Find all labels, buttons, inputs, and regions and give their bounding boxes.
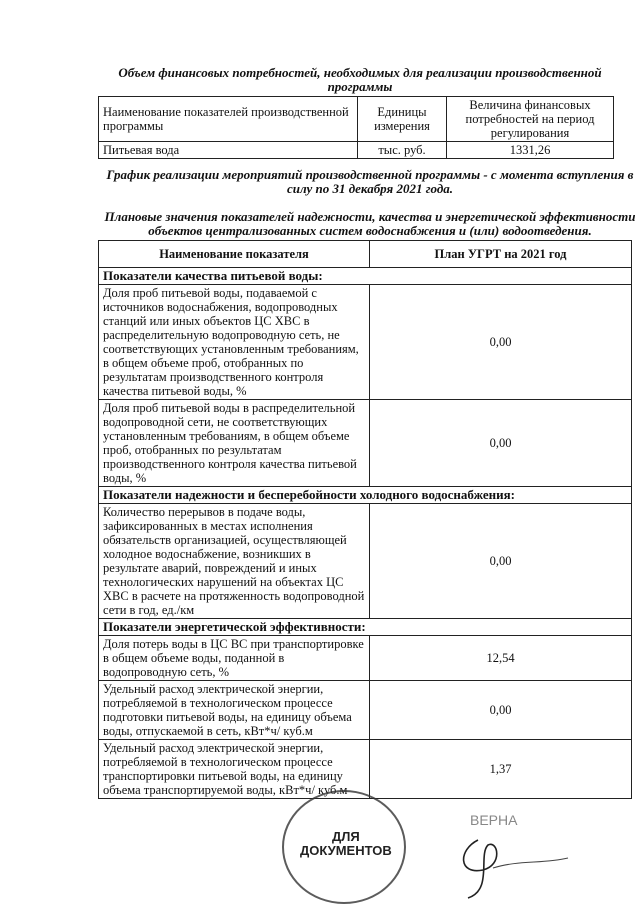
finance-header-row: [99, 97, 614, 142]
indicator-value: 0,00: [370, 285, 632, 400]
section-row: [99, 487, 632, 504]
table-row: [99, 400, 632, 487]
schedule-heading: График реализации мероприятий производственной программы - с момента вступления в силу по 31 декабря 2021 года.: [106, 167, 634, 196]
seal-line-1: ДЛЯ: [332, 829, 360, 844]
indicators-table: [98, 240, 632, 799]
section-title: Показатели качества питьевой воды:: [99, 268, 632, 285]
finance-cell-amount: 1331,26: [447, 142, 614, 159]
indicators-heading: Плановые значения показателей надежности, качества и энергетической эффективности объектов централизованных систем водоснабжения и (или) водоотведения.: [104, 209, 636, 238]
table-row: [99, 636, 632, 681]
indicator-name: Удельный расход электрической энергии, потребляемой в технологическом процессе подготовки питьевой воды, на единицу объема воды, отпускаемой в сеть, кВт*ч/ куб.м: [99, 681, 370, 740]
finance-cell-name: Питьевая вода: [99, 142, 358, 159]
table-row: [99, 285, 632, 400]
indicator-value: 12,54: [370, 636, 632, 681]
seal-line-2: ДОКУМЕНТОВ: [300, 843, 392, 858]
indicator-name: Удельный расход электрической энергии, потребляемой в технологическом процессе транспортировки питьевой воды, на единицу объема транспортируемой воды, кВт*ч/ куб.м: [99, 740, 370, 799]
indicator-value: 0,00: [370, 400, 632, 487]
finance-table: [98, 96, 614, 159]
indicator-name: Доля проб питьевой воды, подаваемой с источников водоснабжения, водопроводных станций или иных объектов ЦС ХВС в распределительную водопроводную сеть, не соответствующих установленным требованиям, в общем объеме проб, отобранных по результатам производственного контроля качества питьевой воды, %: [99, 285, 370, 400]
finance-row: [99, 142, 614, 159]
indicator-name: Доля потерь воды в ЦС ВС при транспортировке в общем объеме воды, поданной в водопроводную сеть, %: [99, 636, 370, 681]
finance-header-name: Наименование показателей производственной программы: [99, 97, 358, 142]
finance-header-unit: Единицы измерения: [358, 97, 447, 142]
section-title: Показатели надежности и бесперебойности холодного водоснабжения:: [99, 487, 632, 504]
section-row: [99, 619, 632, 636]
indicator-value: 0,00: [370, 681, 632, 740]
finance-cell-unit: тыс. руб.: [358, 142, 447, 159]
section-title: Показатели энергетической эффективности:: [99, 619, 632, 636]
table-row: [99, 740, 632, 799]
copy-stamp: ВЕРНА: [470, 812, 518, 828]
finance-heading: Объем финансовых потребностей, необходимых для реализации производственной программы: [118, 65, 602, 94]
table-row: [99, 681, 632, 740]
table-row: [99, 504, 632, 619]
seal-text: [300, 830, 392, 858]
indicator-name: Доля проб питьевой воды в распределительной водопроводной сети, не соответствующих установленным требованиям, в общем объеме проб, отобранных по результатам производственного контроля качества питьевой воды, %: [99, 400, 370, 487]
indicator-name: Количество перерывов в подаче воды, зафиксированных в местах исполнения обязательств организацией, осуществляющей холодное водоснабжение, возникших в результате аварий, повреждений и иных технологических нарушений на объектах ЦС ХВС в расчете на протяженность водопроводной сети в год, ед./км: [99, 504, 370, 619]
indicator-value: 0,00: [370, 504, 632, 619]
finance-header-amount: Величина финансовых потребностей на период регулирования: [447, 97, 614, 142]
section-row: [99, 268, 632, 285]
indicator-value: 1,37: [370, 740, 632, 799]
indicators-header-plan: План УГРТ на 2021 год: [370, 241, 632, 268]
signature: [448, 830, 578, 900]
indicators-header-row: [99, 241, 632, 268]
indicators-header-name: Наименование показателя: [99, 241, 370, 268]
